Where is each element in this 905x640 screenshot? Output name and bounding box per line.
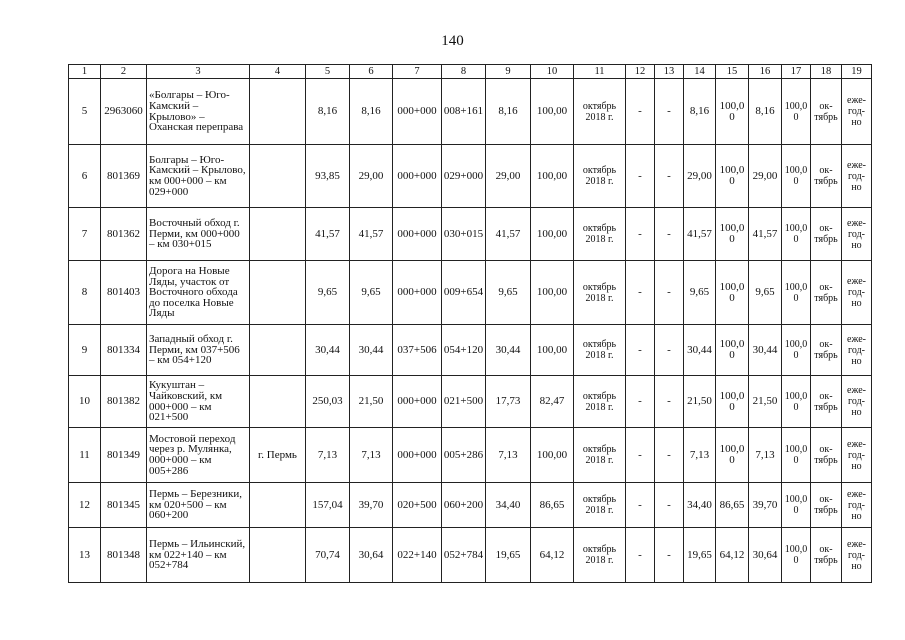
start-km: 037+506 <box>393 325 442 376</box>
total-length: 93,85 <box>306 145 350 208</box>
row-number: 6 <box>69 145 101 208</box>
total-length: 30,44 <box>306 325 350 376</box>
total-length: 8,16 <box>306 79 350 145</box>
road-name: Кукуштан – Чайковский, км 000+000 – км 021+500 <box>147 376 250 428</box>
segment-length: 8,16 <box>350 79 393 145</box>
col-12-value: - <box>626 483 655 528</box>
end-km: 008+161 <box>442 79 486 145</box>
inspected-percent: 100,00 <box>531 208 574 261</box>
inspection-date: октябрь 2018 г. <box>574 528 626 583</box>
locality <box>250 79 306 145</box>
column-number: 16 <box>749 65 782 79</box>
col-12-value: - <box>626 145 655 208</box>
row-number: 10 <box>69 376 101 428</box>
column-number: 8 <box>442 65 486 79</box>
planned-length: 7,13 <box>684 428 716 483</box>
planned-percent: 100,00 <box>716 261 749 325</box>
inspection-month: ок-тябрь <box>811 79 842 145</box>
actual-length: 8,16 <box>749 79 782 145</box>
row-number: 5 <box>69 79 101 145</box>
col-13-value: - <box>655 145 684 208</box>
column-number: 10 <box>531 65 574 79</box>
planned-length: 41,57 <box>684 208 716 261</box>
planned-percent: 100,00 <box>716 376 749 428</box>
col-13-value: - <box>655 208 684 261</box>
segment-length: 21,50 <box>350 376 393 428</box>
planned-percent: 86,65 <box>716 483 749 528</box>
locality: г. Пермь <box>250 428 306 483</box>
actual-length: 30,64 <box>749 528 782 583</box>
inspection-month: ок-тябрь <box>811 145 842 208</box>
inspected-percent: 100,00 <box>531 428 574 483</box>
end-km: 021+500 <box>442 376 486 428</box>
inspected-percent: 100,00 <box>531 79 574 145</box>
actual-percent: 100,0 0 <box>782 208 811 261</box>
inspection-date: октябрь 2018 г. <box>574 428 626 483</box>
planned-length: 21,50 <box>684 376 716 428</box>
inspected-percent: 100,00 <box>531 325 574 376</box>
col-13-value: - <box>655 528 684 583</box>
column-number: 13 <box>655 65 684 79</box>
inspected-percent: 86,65 <box>531 483 574 528</box>
planned-length: 34,40 <box>684 483 716 528</box>
column-number: 6 <box>350 65 393 79</box>
col-13-value: - <box>655 79 684 145</box>
actual-percent: 100,0 0 <box>782 261 811 325</box>
inspected-length: 17,73 <box>486 376 531 428</box>
end-km: 029+000 <box>442 145 486 208</box>
locality <box>250 528 306 583</box>
actual-length: 29,00 <box>749 145 782 208</box>
periodicity: еже-год-но <box>842 79 872 145</box>
periodicity: еже-год-но <box>842 261 872 325</box>
actual-percent: 100,0 0 <box>782 528 811 583</box>
column-number: 4 <box>250 65 306 79</box>
road-code: 801369 <box>101 145 147 208</box>
road-name: Западный обход г. Перми, км 037+506 – км 054+120 <box>147 325 250 376</box>
road-name: Дорога на Новые Ляды, участок от Восточного обхода до поселка Новые Ляды <box>147 261 250 325</box>
segment-length: 9,65 <box>350 261 393 325</box>
inspection-month: ок-тябрь <box>811 528 842 583</box>
start-km: 000+000 <box>393 261 442 325</box>
periodicity: еже-год-но <box>842 325 872 376</box>
inspection-month: ок-тябрь <box>811 208 842 261</box>
actual-length: 30,44 <box>749 325 782 376</box>
col-12-value: - <box>626 261 655 325</box>
segment-length: 30,44 <box>350 325 393 376</box>
table-row <box>69 261 872 325</box>
total-length: 9,65 <box>306 261 350 325</box>
inspected-length: 8,16 <box>486 79 531 145</box>
column-number: 18 <box>811 65 842 79</box>
actual-percent: 100,0 0 <box>782 79 811 145</box>
table-row <box>69 79 872 145</box>
planned-percent: 100,00 <box>716 79 749 145</box>
col-12-value: - <box>626 325 655 376</box>
road-name: Пермь – Ильинский, км 022+140 – км 052+784 <box>147 528 250 583</box>
inspected-percent: 100,00 <box>531 261 574 325</box>
inspection-date: октябрь 2018 г. <box>574 483 626 528</box>
planned-percent: 100,00 <box>716 208 749 261</box>
column-number: 12 <box>626 65 655 79</box>
column-number: 17 <box>782 65 811 79</box>
inspection-month: ок-тябрь <box>811 325 842 376</box>
inspection-date: октябрь 2018 г. <box>574 376 626 428</box>
row-number: 7 <box>69 208 101 261</box>
start-km: 000+000 <box>393 145 442 208</box>
start-km: 000+000 <box>393 79 442 145</box>
actual-length: 41,57 <box>749 208 782 261</box>
start-km: 000+000 <box>393 376 442 428</box>
locality <box>250 325 306 376</box>
planned-length: 8,16 <box>684 79 716 145</box>
inspected-length: 7,13 <box>486 428 531 483</box>
row-number: 8 <box>69 261 101 325</box>
periodicity: еже-год-но <box>842 208 872 261</box>
table-row <box>69 528 872 583</box>
actual-length: 21,50 <box>749 376 782 428</box>
end-km: 054+120 <box>442 325 486 376</box>
road-code: 801345 <box>101 483 147 528</box>
inspected-length: 30,44 <box>486 325 531 376</box>
column-number: 15 <box>716 65 749 79</box>
planned-length: 29,00 <box>684 145 716 208</box>
inspected-length: 9,65 <box>486 261 531 325</box>
column-number: 1 <box>69 65 101 79</box>
actual-length: 7,13 <box>749 428 782 483</box>
col-12-value: - <box>626 79 655 145</box>
planned-length: 19,65 <box>684 528 716 583</box>
road-name: Болгары – Юго-Камский – Крылово, км 000+000 – км 029+000 <box>147 145 250 208</box>
inspected-percent: 82,47 <box>531 376 574 428</box>
road-code: 801348 <box>101 528 147 583</box>
actual-percent: 100,0 0 <box>782 376 811 428</box>
page-number: 140 <box>441 33 464 49</box>
planned-percent: 64,12 <box>716 528 749 583</box>
end-km: 009+654 <box>442 261 486 325</box>
segment-length: 7,13 <box>350 428 393 483</box>
inspection-date: октябрь 2018 г. <box>574 261 626 325</box>
total-length: 41,57 <box>306 208 350 261</box>
road-code: 2963060 <box>101 79 147 145</box>
total-length: 250,03 <box>306 376 350 428</box>
total-length: 157,04 <box>306 483 350 528</box>
road-code: 801403 <box>101 261 147 325</box>
inspected-length: 29,00 <box>486 145 531 208</box>
road-name: Пермь – Березники, км 020+500 – км 060+200 <box>147 483 250 528</box>
locality <box>250 145 306 208</box>
segment-length: 39,70 <box>350 483 393 528</box>
inspection-month: ок-тябрь <box>811 376 842 428</box>
locality <box>250 208 306 261</box>
road-code: 801334 <box>101 325 147 376</box>
total-length: 7,13 <box>306 428 350 483</box>
end-km: 030+015 <box>442 208 486 261</box>
planned-length: 30,44 <box>684 325 716 376</box>
road-name: «Болгары – Юго-Камский – Крылово» – Оханская переправа <box>147 79 250 145</box>
road-register-table <box>68 64 872 583</box>
table-row <box>69 145 872 208</box>
planned-percent: 100,00 <box>716 325 749 376</box>
road-name: Восточный обход г. Перми, км 000+000 – км 030+015 <box>147 208 250 261</box>
col-13-value: - <box>655 483 684 528</box>
road-code: 801362 <box>101 208 147 261</box>
actual-length: 39,70 <box>749 483 782 528</box>
start-km: 022+140 <box>393 528 442 583</box>
table-row <box>69 428 872 483</box>
table-row <box>69 208 872 261</box>
locality <box>250 261 306 325</box>
locality <box>250 376 306 428</box>
start-km: 000+000 <box>393 208 442 261</box>
inspection-month: ок-тябрь <box>811 483 842 528</box>
column-number: 3 <box>147 65 250 79</box>
row-number: 11 <box>69 428 101 483</box>
table-row <box>69 325 872 376</box>
column-number-row <box>69 65 872 79</box>
table-row <box>69 376 872 428</box>
planned-percent: 100,00 <box>716 428 749 483</box>
inspection-date: октябрь 2018 г. <box>574 145 626 208</box>
inspected-percent: 64,12 <box>531 528 574 583</box>
periodicity: еже-год-но <box>842 483 872 528</box>
col-13-value: - <box>655 428 684 483</box>
segment-length: 41,57 <box>350 208 393 261</box>
column-number: 2 <box>101 65 147 79</box>
periodicity: еже-год-но <box>842 428 872 483</box>
col-12-value: - <box>626 376 655 428</box>
inspection-date: октябрь 2018 г. <box>574 79 626 145</box>
road-code: 801382 <box>101 376 147 428</box>
actual-percent: 100,0 0 <box>782 483 811 528</box>
col-12-value: - <box>626 528 655 583</box>
inspection-date: октябрь 2018 г. <box>574 208 626 261</box>
periodicity: еже-год-но <box>842 376 872 428</box>
row-number: 9 <box>69 325 101 376</box>
actual-percent: 100,0 0 <box>782 325 811 376</box>
planned-percent: 100,00 <box>716 145 749 208</box>
end-km: 005+286 <box>442 428 486 483</box>
col-13-value: - <box>655 261 684 325</box>
segment-length: 29,00 <box>350 145 393 208</box>
inspected-length: 34,40 <box>486 483 531 528</box>
road-code: 801349 <box>101 428 147 483</box>
column-number: 9 <box>486 65 531 79</box>
col-13-value: - <box>655 376 684 428</box>
actual-percent: 100,0 0 <box>782 145 811 208</box>
row-number: 13 <box>69 528 101 583</box>
col-12-value: - <box>626 428 655 483</box>
column-number: 14 <box>684 65 716 79</box>
planned-length: 9,65 <box>684 261 716 325</box>
inspection-month: ок-тябрь <box>811 428 842 483</box>
table-row <box>69 483 872 528</box>
segment-length: 30,64 <box>350 528 393 583</box>
road-name: Мостовой переход через р. Мулянка, 000+000 – км 005+286 <box>147 428 250 483</box>
total-length: 70,74 <box>306 528 350 583</box>
row-number: 12 <box>69 483 101 528</box>
start-km: 000+000 <box>393 428 442 483</box>
inspected-percent: 100,00 <box>531 145 574 208</box>
locality <box>250 483 306 528</box>
periodicity: еже-год-но <box>842 145 872 208</box>
periodicity: еже-год-но <box>842 528 872 583</box>
start-km: 020+500 <box>393 483 442 528</box>
actual-length: 9,65 <box>749 261 782 325</box>
column-number: 5 <box>306 65 350 79</box>
column-number: 19 <box>842 65 872 79</box>
column-number: 11 <box>574 65 626 79</box>
col-12-value: - <box>626 208 655 261</box>
inspection-month: ок-тябрь <box>811 261 842 325</box>
inspection-date: октябрь 2018 г. <box>574 325 626 376</box>
inspected-length: 19,65 <box>486 528 531 583</box>
end-km: 060+200 <box>442 483 486 528</box>
actual-percent: 100,0 0 <box>782 428 811 483</box>
end-km: 052+784 <box>442 528 486 583</box>
col-13-value: - <box>655 325 684 376</box>
column-number: 7 <box>393 65 442 79</box>
inspected-length: 41,57 <box>486 208 531 261</box>
